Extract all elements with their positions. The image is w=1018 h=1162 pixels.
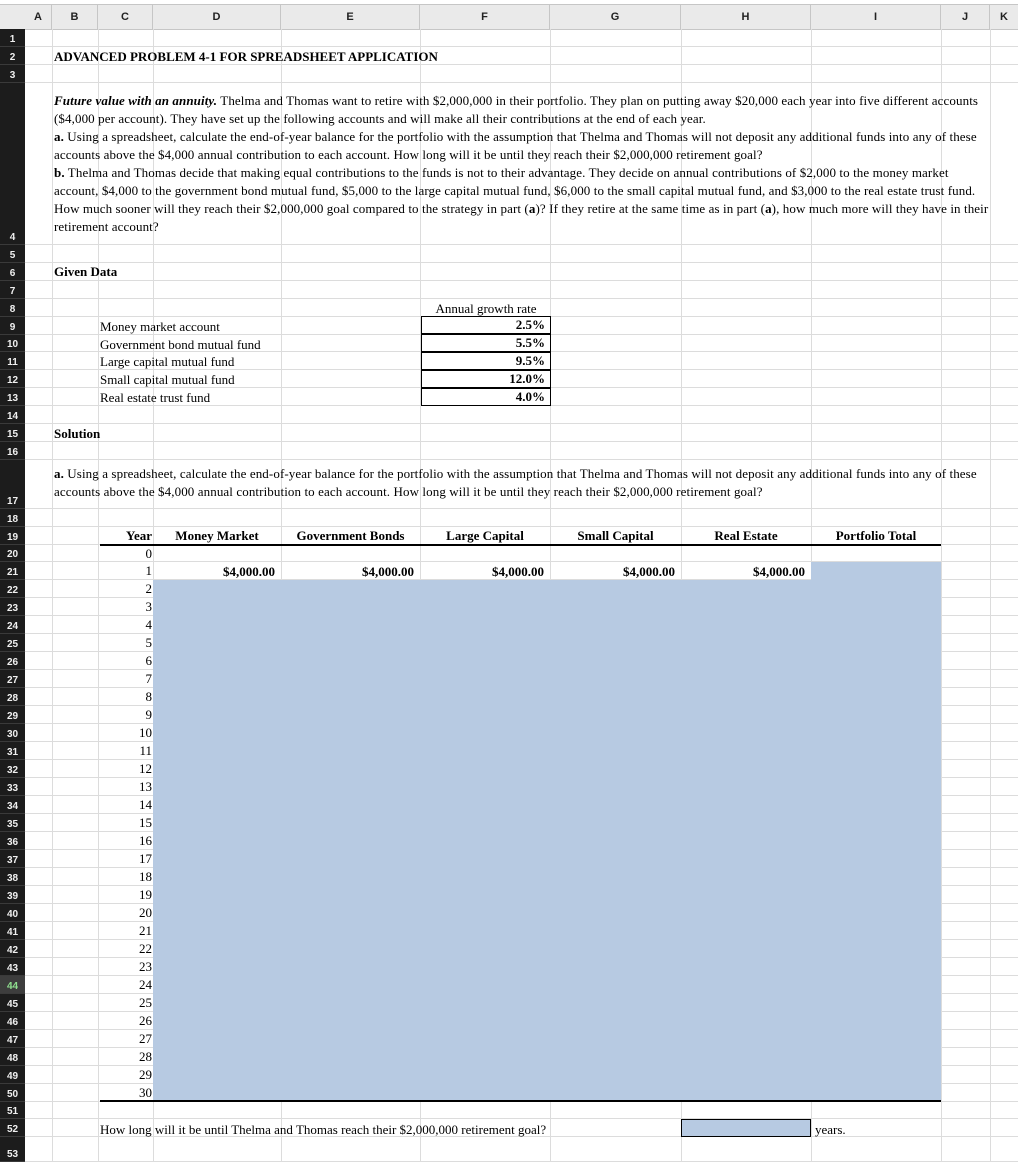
row-header[interactable]: 29	[0, 706, 25, 724]
row-header[interactable]: 22	[0, 580, 25, 598]
row-header[interactable]: 25	[0, 634, 25, 652]
account-name: Large capital mutual fund	[100, 354, 235, 369]
column-header-c[interactable]: C	[98, 5, 153, 29]
goal-question: How long will it be until Thelma and Thomas reach their $2,000,000 retirement goal?	[100, 1122, 547, 1137]
years-unit-label: years.	[815, 1122, 846, 1137]
year-cell: 17	[139, 851, 152, 866]
row-header[interactable]: 16	[0, 442, 25, 460]
part-b-ref: a	[765, 201, 772, 216]
year1-real-estate[interactable]: $4,000.00	[753, 564, 805, 579]
row-header[interactable]: 12	[0, 370, 25, 388]
row-header[interactable]: 13	[0, 388, 25, 406]
row-header[interactable]: 51	[0, 1102, 25, 1119]
year-cell: 11	[139, 743, 152, 758]
balance-input-range[interactable]	[153, 580, 941, 1102]
row-header[interactable]: 52	[0, 1119, 25, 1137]
year-cell: 1	[145, 563, 152, 578]
row-header[interactable]: 42	[0, 940, 25, 958]
year1-large-capital[interactable]: $4,000.00	[492, 564, 544, 579]
row-header[interactable]: 26	[0, 652, 25, 670]
year-cell: 14	[139, 797, 152, 812]
header-government-bonds: Government Bonds	[296, 528, 405, 543]
row-header[interactable]: 10	[0, 335, 25, 352]
row-header[interactable]: 43	[0, 958, 25, 976]
year-cell: 10	[139, 725, 152, 740]
rate-real-estate[interactable]: 4.0%	[421, 388, 551, 406]
part-b-text: ), how much more will they have in their retirement account?	[54, 201, 989, 234]
column-header-h[interactable]: H	[681, 5, 811, 29]
rate-header: Annual growth rate	[435, 301, 537, 316]
row-gridline	[25, 244, 1018, 245]
solution-label: Solution	[54, 426, 101, 441]
account-name: Government bond mutual fund	[100, 337, 261, 352]
row-header[interactable]: 44	[0, 976, 25, 994]
column-header-d[interactable]: D	[153, 5, 281, 29]
year-cell: 25	[139, 995, 152, 1010]
column-header-a[interactable]: A	[25, 5, 52, 29]
row-header[interactable]: 27	[0, 670, 25, 688]
row-header[interactable]: 38	[0, 868, 25, 886]
year-cell: 21	[139, 923, 152, 938]
column-header-bar	[0, 4, 1018, 30]
year-cell: 2	[145, 581, 152, 596]
sheet-title: ADVANCED PROBLEM 4-1 FOR SPREADSHEET APPLICATION	[54, 49, 438, 64]
row-header[interactable]: 9	[0, 317, 25, 335]
row-header[interactable]: 1	[0, 29, 25, 47]
header-portfolio-total: Portfolio Total	[835, 528, 917, 543]
row-header[interactable]: 21	[0, 562, 25, 580]
problem-intro: Thelma and Thomas want to retire with $2,000,000 in their portfolio. They plan on putting away $20,000 each year into five different accounts ($4,000 per account). They have set up the following accounts and will make all their contributions at the end of each year.	[54, 93, 979, 126]
part-a-label: a.	[54, 129, 64, 144]
column-gridline	[990, 29, 991, 1162]
row-header[interactable]: 53	[0, 1137, 25, 1162]
row-header[interactable]: 41	[0, 922, 25, 940]
year-cell: 13	[139, 779, 152, 794]
header-year: Year	[126, 528, 152, 543]
year-cell: 0	[145, 546, 152, 561]
row-header[interactable]: 3	[0, 65, 25, 83]
year-cell: 23	[139, 959, 152, 974]
column-header-b[interactable]: B	[52, 5, 98, 29]
year-cell: 6	[145, 653, 152, 668]
row-header[interactable]: 19	[0, 527, 25, 545]
row-gridline	[25, 423, 1018, 424]
account-name: Money market account	[100, 319, 220, 334]
row-gridline	[25, 459, 1018, 460]
year-cell: 29	[139, 1067, 152, 1082]
year-cell: 26	[139, 1013, 152, 1028]
column-gridline	[52, 29, 53, 1162]
year-cell: 19	[139, 887, 152, 902]
table-bottom-rule	[100, 1100, 941, 1102]
row-header[interactable]: 49	[0, 1066, 25, 1084]
given-data-label: Given Data	[54, 264, 118, 279]
column-header-j[interactable]: J	[941, 5, 990, 29]
header-small-capital: Small Capital	[577, 528, 654, 543]
row-header[interactable]: 39	[0, 886, 25, 904]
row-gridline	[25, 298, 1018, 299]
row-header[interactable]: 30	[0, 724, 25, 742]
column-header-i[interactable]: I	[811, 5, 941, 29]
rate-large-capital[interactable]: 9.5%	[421, 352, 551, 370]
part-a-text: Using a spreadsheet, calculate the end-of-year balance for the portfolio with the assumption that Thelma and Thomas will not deposit any additional funds into any of these accounts above the $4,000 annual contribution to each account. How long will it be until they reach their $2,000,000 retirement goal?	[54, 129, 977, 162]
row-header[interactable]: 17	[0, 460, 25, 509]
year-cell: 24	[139, 977, 152, 992]
row-header[interactable]: 36	[0, 832, 25, 850]
years-answer-input[interactable]	[681, 1119, 811, 1137]
part-b-text: Thelma and Thomas decide that making equal contributions to the funds is not to their advantage. They decide on annual contributions of $2,000 to the money market account, $4,000 to the government bond mutual fund, $5,000 to the large capital mutual fund, $6,000 to the small capital mutual fund, and $3,000 to the real estate trust fund. How much sooner will they reach their $2,000,000 goal compared to the strategy in part (	[54, 165, 976, 216]
row-header[interactable]: 40	[0, 904, 25, 922]
rate-government-bond[interactable]: 5.5%	[421, 334, 551, 352]
rate-small-capital[interactable]: 12.0%	[421, 370, 551, 388]
problem-lead: Future value with an annuity.	[54, 93, 218, 108]
header-large-capital: Large Capital	[446, 528, 524, 543]
row-header[interactable]: 35	[0, 814, 25, 832]
row-gridline	[25, 508, 1018, 509]
row-gridline	[25, 82, 1018, 83]
year-cell: 27	[139, 1031, 152, 1046]
row-header[interactable]: 47	[0, 1030, 25, 1048]
solution-a-label: a.	[54, 466, 64, 481]
row-header[interactable]: 24	[0, 616, 25, 634]
row-header[interactable]: 4	[0, 83, 25, 245]
account-name: Small capital mutual fund	[100, 372, 235, 387]
column-header-k[interactable]: K	[1000, 11, 1008, 23]
portfolio-total-year1-input[interactable]	[811, 562, 941, 580]
row-header[interactable]: 33	[0, 778, 25, 796]
row-header[interactable]: 18	[0, 509, 25, 527]
row-header[interactable]: 50	[0, 1084, 25, 1102]
column-header-f[interactable]: F	[420, 5, 550, 29]
part-b-label: b.	[54, 165, 65, 180]
header-rule	[100, 544, 941, 546]
year-cell: 7	[145, 671, 152, 686]
year-cell: 16	[139, 833, 152, 848]
row-gridline	[25, 46, 1018, 47]
row-header[interactable]: 28	[0, 688, 25, 706]
row-header[interactable]: 20	[0, 545, 25, 562]
part-b-ref: a	[528, 201, 536, 216]
row-header[interactable]: 37	[0, 850, 25, 868]
row-header[interactable]: 23	[0, 598, 25, 616]
row-header[interactable]: 14	[0, 406, 25, 424]
row-header[interactable]: 31	[0, 742, 25, 760]
year1-government-bonds[interactable]: $4,000.00	[362, 564, 414, 579]
year-cell: 12	[139, 761, 152, 776]
column-header-g[interactable]: G	[550, 5, 681, 29]
year1-small-capital[interactable]: $4,000.00	[623, 564, 675, 579]
row-gridline	[25, 441, 1018, 442]
rate-money-market[interactable]: 2.5%	[421, 316, 551, 334]
account-name: Real estate trust fund	[100, 390, 211, 405]
year-cell: 28	[139, 1049, 152, 1064]
header-real-estate: Real Estate	[714, 528, 778, 543]
solution-a-text: Using a spreadsheet, calculate the end-of-year balance for the portfolio with the assumption that Thelma and Thomas will not deposit any additional funds into any of these accounts above the $4,000 annual contribution to each account. How long will it be until they reach their $2,000,000 retirement goal?	[54, 466, 977, 499]
row-header[interactable]: 11	[0, 352, 25, 370]
year-cell: 8	[145, 689, 152, 704]
row-gridline	[25, 1118, 1018, 1119]
row-header[interactable]: 46	[0, 1012, 25, 1030]
year-cell: 4	[145, 617, 152, 632]
row-header[interactable]: 8	[0, 299, 25, 317]
row-header[interactable]: 7	[0, 281, 25, 299]
year-cell: 3	[145, 599, 152, 614]
row-header[interactable]: 5	[0, 245, 25, 263]
year-cell: 5	[145, 635, 152, 650]
row-header[interactable]: 2	[0, 47, 25, 65]
row-header[interactable]: 6	[0, 263, 25, 281]
year-cell: 30	[139, 1085, 152, 1100]
year-cell: 15	[139, 815, 152, 830]
row-gridline	[25, 262, 1018, 263]
year-cell: 9	[145, 707, 152, 722]
part-b-text: )? If they retire at the same time as in part (	[535, 201, 766, 216]
problem-statement	[54, 92, 990, 236]
row-header[interactable]: 34	[0, 796, 25, 814]
row-header[interactable]: 32	[0, 760, 25, 778]
row-header[interactable]: 15	[0, 424, 25, 442]
year-cell: 18	[139, 869, 152, 884]
row-gridline	[25, 280, 1018, 281]
year1-money-market[interactable]: $4,000.00	[223, 564, 275, 579]
row-header[interactable]: 45	[0, 994, 25, 1012]
row-header[interactable]: 48	[0, 1048, 25, 1066]
year-cell: 22	[139, 941, 152, 956]
column-header-e[interactable]: E	[281, 5, 420, 29]
solution-part-a	[54, 465, 990, 501]
year-cell: 20	[139, 905, 152, 920]
header-money-market: Money Market	[175, 528, 259, 543]
